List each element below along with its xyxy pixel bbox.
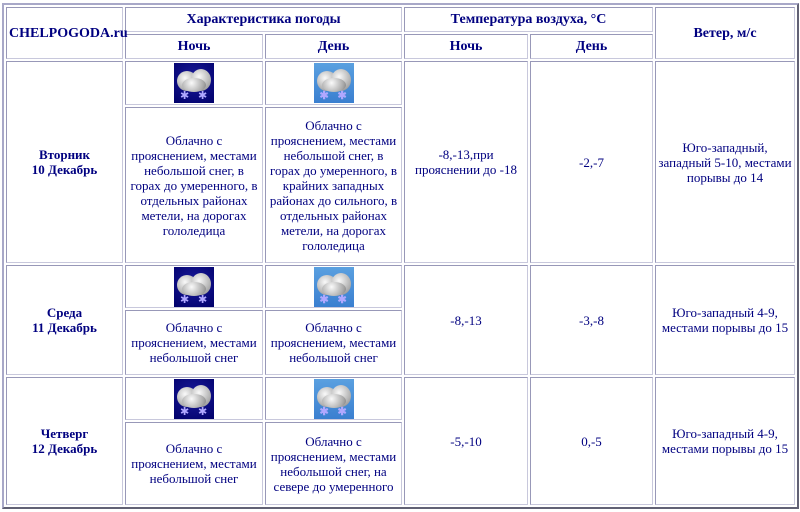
cloudy-snow-night-icon: ✱ ✱ [174, 379, 214, 419]
day-desc: Облачно с прояснением, местами небольшой снег [265, 310, 402, 375]
cloudy-snow-night-icon: ✱ ✱ [174, 63, 214, 103]
day-icon-cell [265, 61, 402, 105]
day-desc: Облачно с прояснением, местами небольшой снег, на севере до умеренного [265, 422, 402, 505]
weather-char-header: Характеристика погоды [125, 7, 402, 32]
temp-night: -8,-13 [404, 265, 528, 375]
forecast-table [2, 3, 799, 509]
night-desc: Облачно с прояснением, местами небольшой снег, в горах до умеренного, в отдельных районах метели, на дорогах гололедица [125, 107, 263, 263]
forecast-row [6, 377, 795, 420]
cloudy-snow-day-icon: ✱ ✱ [314, 267, 354, 307]
night-icon-cell [125, 377, 263, 420]
weather-day-header: День [265, 34, 402, 59]
temp-day: 0,-5 [530, 377, 653, 505]
day-icon-cell [265, 377, 402, 420]
day-cell [6, 265, 123, 375]
temp-day: -2,-7 [530, 61, 653, 263]
day-date: 11 Декабрь [32, 320, 97, 335]
day-cell [6, 61, 123, 263]
day-name: Вторник [38, 147, 91, 162]
day-cell [6, 377, 123, 505]
day-name: Четверг [40, 426, 89, 441]
night-desc: Облачно с прояснением, местами небольшой снег [125, 310, 263, 375]
cloudy-snow-night-icon: ✱ ✱ [174, 267, 214, 307]
temp-night: -8,-13,при прояснении до -18 [404, 61, 528, 263]
wind: Юго-западный, западный 5-10, местами порывы до 14 [655, 61, 795, 263]
day-icon-cell [265, 265, 402, 308]
night-icon-cell [125, 61, 263, 105]
day-date: 10 Декабрь [31, 162, 98, 177]
wind: Юго-западный 4-9, местами порывы до 15 [655, 377, 795, 505]
day-date: 12 Декабрь [31, 441, 98, 456]
night-desc: Облачно с прояснением, местами небольшой снег [125, 422, 263, 505]
weather-night-header: Ночь [125, 34, 263, 59]
day-name: Среда [46, 305, 83, 320]
wind: Юго-западный 4-9, местами порывы до 15 [655, 265, 795, 375]
forecast-row [6, 265, 795, 308]
site-name: CHELPOGODA.ru [6, 7, 123, 59]
temp-day: -3,-8 [530, 265, 653, 375]
night-icon-cell [125, 265, 263, 308]
temp-night: -5,-10 [404, 377, 528, 505]
temp-header: Температура воздуха, °C [404, 7, 653, 32]
wind-header: Ветер, м/с [655, 7, 795, 59]
cloudy-snow-day-icon: ✱ ✱ [314, 379, 354, 419]
day-desc: Облачно с прояснением, местами небольшой снег, в горах до умеренного, в крайних западных районах до сильного, в отдельных районах метели, на дорогах гололедица [265, 107, 402, 263]
temp-day-header: День [530, 34, 653, 59]
temp-night-header: Ночь [404, 34, 528, 59]
cloudy-snow-day-icon: ✱ ✱ [314, 63, 354, 103]
forecast-row [6, 61, 795, 105]
